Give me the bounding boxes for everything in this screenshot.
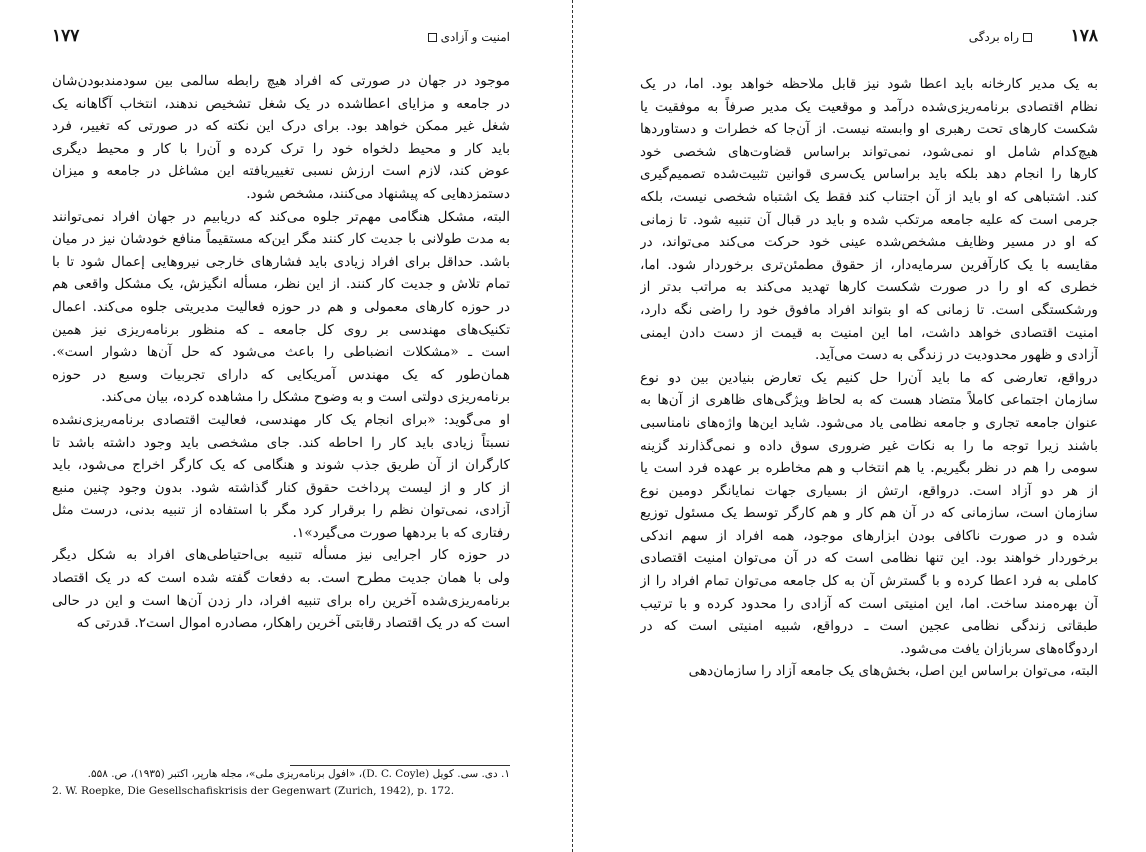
text-line: از کار و از لیست پرداخت حقوق کنار گذاشته شود. بدون وجود چنین منبع xyxy=(52,479,510,496)
text-line: نسبتاً زیادی باید کار را احاطه کند. جای مشخصی باید وجود داشته باشد تا xyxy=(52,434,510,451)
text-line: او می‌گوید: «برای انجام یک کار مهندسی، فعالیت اقتصادی برنامه‌ریزی‌نشده xyxy=(52,411,510,428)
text-line: طبقاتی زندگی نظامی عجین است ـ درواقع، شبیه امنیتی است که در xyxy=(640,618,1098,635)
text-line: باشند زیرا توجه ما را به نکات غیر ضروری سوق داده و نمی‌گذارند گزینه xyxy=(640,437,1098,454)
left-running-title: امنیت و آزادی xyxy=(440,30,510,44)
text-line: ورشکستگی است. تا زمانی که او بتواند افراد مافوق خود را راضی نگه دارد، xyxy=(640,301,1098,318)
text-line: همان‌طور که یک مهندس آمریکایی که دارای تجربیات وسیع در حوزه xyxy=(52,366,510,383)
left-page-text xyxy=(52,70,510,635)
text-line: در حوزه کارهای معمولی و هم در حوزه فعالیت مدیریتی جلوه می‌کند. اعمال xyxy=(52,298,510,315)
text-line: برخوردار خواهند بود. این تنها نظامی است که در آن می‌توان امنیت اقتصادی xyxy=(640,550,1098,567)
footnote-1: ۱. دی. سی. کویل (D. C. Coyle)، «افول برنامه‌ریزی ملی»، مجله هارپر، اکتبر (۱۹۳۵)، ص. ۵۵۸. xyxy=(87,768,510,780)
right-page xyxy=(576,0,1146,852)
text-line: به یک مدیر کارخانه باید اعطا شود نیز قابل ملاحظه خواهد بود. اما، در یک xyxy=(640,76,1098,92)
square-bullet-icon xyxy=(428,33,437,42)
text-line: جرمی است که علیه جامعه مرتکب شده و باید در قبال آن تنبیه شود. تا زمانی xyxy=(640,211,1098,228)
text-line: شکست کارهای تحت رهبری او وابسته نیست. از آن‌جا که خطرات و دستاوردها xyxy=(640,121,1098,138)
text-line: از هر دو آزاد است. درواقع، ارتش از بسیاری جهات نمایانگر دومین نوع xyxy=(640,482,1098,499)
text-line: سومی را هم در نظر بگیریم. یا هم انتخاب و هم مخاطره بر عهده فرد است یا xyxy=(640,460,1098,477)
text-line: برنامه‌ریزی دولتی است و به وضوح مشکل را مشاهده کرده، بیان می‌کند. xyxy=(101,389,510,406)
text-line: عوض کند، لازم است ارزش نسبی تغییریافته این مشاغل در جامعه و میزان xyxy=(52,163,510,180)
text-line: باید کار و محیط دلخواه خود را ترک کرده و آن‌را با کار و محیط دیگری xyxy=(52,140,510,157)
text-line: تمام تلاش و جدیت کار کنند. از این نظر، مسأله انگیزش، یک مشکل واقعی هم xyxy=(52,276,510,293)
left-page xyxy=(0,0,572,852)
right-page-number: ۱۷۸ xyxy=(1070,26,1098,46)
text-line: به مدت طولانی با جدیت کار کنند مگر این‌که مستقیماً منافع خودشان نیز در میان xyxy=(52,231,510,248)
text-line: اردوگاه‌های سربازان یافت می‌شود. xyxy=(900,640,1098,657)
text-line: البته، می‌توان براساس این اصل، بخش‌های یک جامعه آزاد را سازمان‌دهی xyxy=(688,663,1098,680)
text-line: در جامعه و مزایای اعطاشده در یک شغل تشخیص ندهند، انتخاب آگاهانه یک xyxy=(52,95,510,112)
text-line: باشد. حداقل برای افراد زیادی باید فشارهای خارجی نیروهایی إعمال شود تا با xyxy=(52,253,510,270)
text-line: امنیت اقتصادی خواهد داشت، اما این امنیت به قیمت از دست دادن ایمنی xyxy=(640,324,1098,341)
text-line: که او در مسیر وظایف مشخص‌شده عینی خود حرکت می‌کند می‌تواند، در xyxy=(640,234,1098,251)
text-line: است ـ «مشکلات انضباطی را باعث می‌شود که حل آن‌ها دشوار است». xyxy=(52,344,510,361)
text-line: آزادی، نمی‌توان نظم را برقرار کرد مگر با استفاده از تنبیه بدنی، درست مثل xyxy=(52,502,510,519)
page-divider xyxy=(572,0,573,852)
text-line: در حوزه کار اجرایی نیز مسأله تنبیه بی‌احتیاطی‌های افراد به شکل دیگر xyxy=(52,547,510,564)
text-line: تکنیک‌های مهندسی بر روی کل جامعه ـ که منظور برنامه‌ریزی نیز همین xyxy=(52,321,510,338)
footnote-2: 2. W. Roepke, Die Gesellschafiskrisis der Gegenwart (Zurich, 1942), p. 172. xyxy=(52,785,455,797)
square-bullet-icon xyxy=(1023,33,1032,42)
right-page-header xyxy=(638,26,1098,52)
text-line: عنوان جامعه تجاری و جامعه نظامی یاد می‌شود. شاید این‌ها واژه‌های نامناسبی xyxy=(640,414,1098,431)
text-line: رفتاری که با بردهها صورت می‌گیرد»۱. xyxy=(292,524,510,541)
text-line: آن بهره‌مند ساخت. اما، این امنیتی است که آزادی را محدود کرده و با ترتیب xyxy=(640,595,1098,612)
text-line: شغل غیر ممکن خواهد بود. برای درک این نکته که در صورتی که تغییر، فرد xyxy=(52,118,510,135)
text-line: موجود در جهان در صورتی که افراد هیچ رابطه سالمی بین سودمندبودن‌شان xyxy=(52,73,510,89)
text-line: برنامه‌ریزی‌شده آخرین راه برای تنبیه افراد، دار زدن آن‌ها است و این در حالی xyxy=(52,592,510,609)
text-line: کارها را انجام دهد بلکه باید براساس یک‌سری قوانین تثبیت‌شده تصمیم‌گیری xyxy=(640,166,1098,183)
text-line: کاملی به فرد اعطا کرده و با گسترش آن به کل جامعه می‌توان تمام افراد را از xyxy=(640,573,1098,590)
text-line: کارگران از آن طریق جذب شوند و هنگامی که یک کارگر اخراج می‌شود، باید xyxy=(52,457,510,474)
right-running-title-wrap xyxy=(969,30,1036,44)
text-line: خطری که او را در صورت شکست کارها تهدید می‌کند به مراتب بدتر از xyxy=(640,279,1098,296)
text-line: کند. اشتباهی که او باید از آن اجتناب کند فقط یک اشتباه شخصی نیست، بلکه xyxy=(640,188,1098,205)
left-page-header xyxy=(52,26,510,52)
right-running-title: راه بردگی xyxy=(968,30,1019,44)
left-running-title-wrap xyxy=(424,30,510,44)
text-line: درواقع، تعارضی که ما باید آن‌را حل کنیم یک تعارض بنیادین بین دو نوع xyxy=(640,369,1098,386)
text-line: ولی با همان جدیت مطرح است. به دفعات گفته شده است که در یک اقتصاد xyxy=(52,570,510,587)
text-line: است که در یک اقتصاد رقابتی آخرین راهکار، مصادره اموال است۲. قدرتی که xyxy=(76,615,510,632)
text-line: دستمزدهایی که پیشنهاد می‌کنند، مشخص شود. xyxy=(246,185,510,202)
text-line: سازمان است، سازمانی که در آن هم کار و هم کارگر توسط یک مسئول توزیع xyxy=(640,505,1098,522)
left-page-number: ۱۷۷ xyxy=(52,26,80,46)
text-line: شده و در صورت ناکافی بودن ابزارهای موجود، همه افراد از سهم اندکی xyxy=(640,527,1098,544)
right-page-text xyxy=(640,73,1098,683)
text-line: مقایسه با یک کارآفرین سرمایه‌دار، از حقوق مطمئن‌تری برخوردار شود. اما، xyxy=(640,256,1098,273)
text-line: البته، مشکل هنگامی مهم‌تر جلوه می‌کند که دریابیم در جهان افراد نمی‌توانند xyxy=(52,208,510,225)
footnote-rule xyxy=(290,765,510,766)
text-line: نظام اقتصادی برنامه‌ریزی‌شده درآمد و موقعیت یک مدیر صرفاً به موفقیت یا xyxy=(640,98,1098,115)
text-line: سازمان اجتماعی کاملاً متضاد هست که به لحاظ ویژگی‌های ظاهری از آن‌ها به xyxy=(640,392,1098,409)
text-line: هیچ‌کدام شامل او نمی‌شود، نمی‌تواند براساس قضاوت‌های شخصی خود xyxy=(640,143,1098,160)
text-line: آزادی و ظهور محدودیت در زندگی به دست می‌آید. xyxy=(815,347,1098,364)
